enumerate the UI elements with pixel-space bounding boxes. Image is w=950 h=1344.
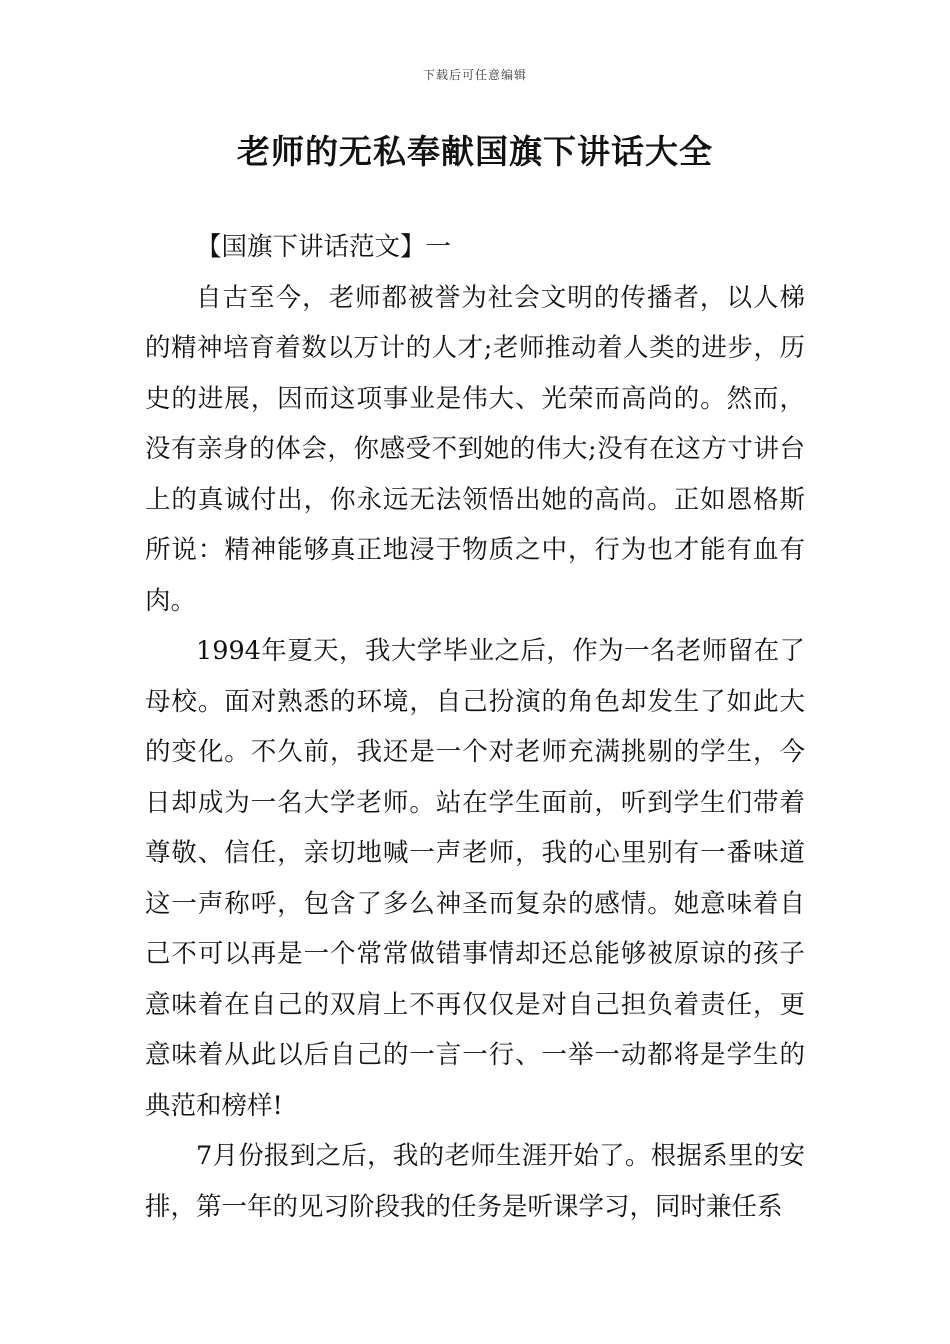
- header-note: 下载后可任意编辑: [422, 68, 527, 82]
- paragraph-2: 1994年夏天，我大学毕业之后，作为一名老师留在了母校。面对熟悉的环境，自己扮演的角色却发生了如此大的变化。不久前，我还是一个对老师充满挑剔的学生，今日却成为一名大学老师。站在学生面前，听到学生们带着尊敬、信任，亲切地喊一声老师，我的心里别有一番味道这一声称呼，包含了多么神圣而复杂的感情。她意味着自己不可以再是一个常常做错事情却还总能够被原谅的孩子意味着在自己的双肩上不再仅仅是对自己担负着责任，更意味着从此以后自己的一言一行、一举一动都将是学生的典范和榜样!: [145, 636, 805, 1121]
- document-title: 老师的无私奉献国旗下讲话大全: [237, 132, 713, 171]
- section-heading: 【国旗下讲话范文】一: [196, 232, 452, 262]
- paragraph-1: 自古至今，老师都被誉为社会文明的传播者，以人梯的精神培育着数以万计的人才;老师推动着人类的进步，历史的进展，因而这项事业是伟大、光荣而高尚的。然而，没有亲身的体会，你感受不到她的伟大;没有在这方寸讲台上的真诚付出，你永远无法领悟出她的高尚。正如恩格斯所说：精神能够真正地浸于物质之中，行为也才能有血有肉。: [145, 282, 805, 616]
- document-body: [145, 222, 805, 1232]
- paragraph-3: 7月份报到之后，我的老师生涯开始了。根据系里的安排，第一年的见习阶段我的任务是听课学习，同时兼任系: [145, 1141, 805, 1222]
